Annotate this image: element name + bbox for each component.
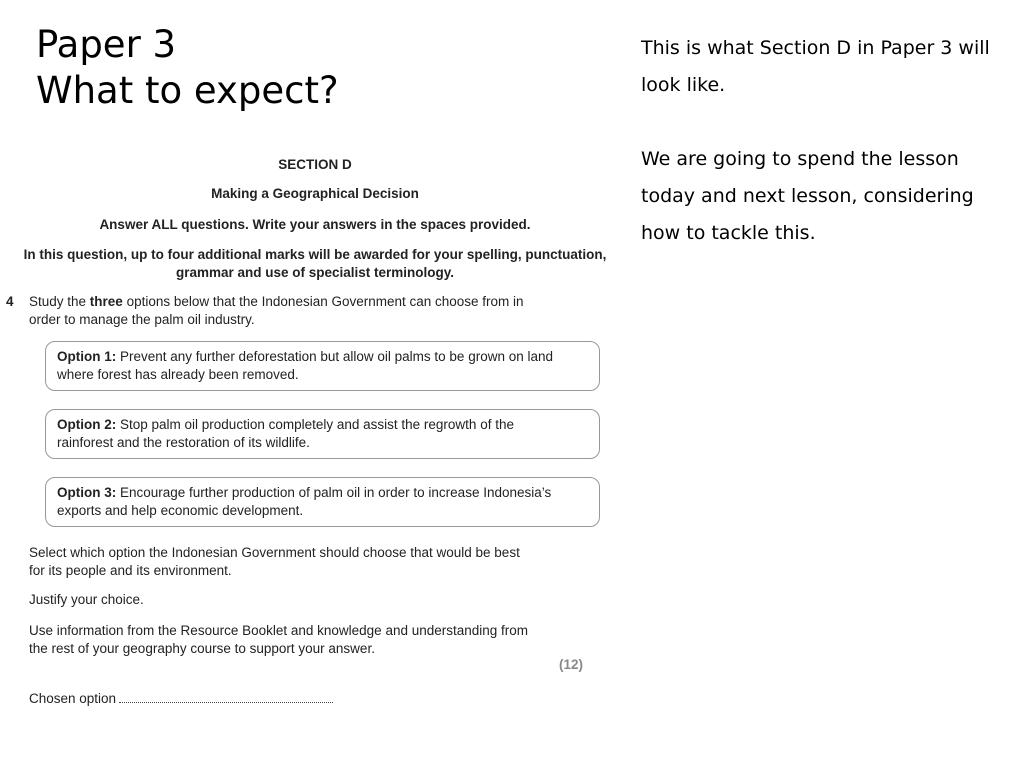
question-intro-line-1 [29, 293, 589, 311]
question-intro-line-2: order to manage the palm oil industry. [29, 312, 255, 327]
select-line-2: for its people and its environment. [29, 563, 232, 578]
decision-heading: Making a Geographical Decision [211, 186, 419, 201]
justify-instruction: Justify your choice. [29, 592, 144, 607]
spg-instruction [0, 246, 630, 282]
option-2-line-2: rainforest and the restoration of its wildlife. [57, 435, 310, 450]
select-instruction [29, 544, 589, 580]
option-2-label: Option 2: [57, 417, 117, 432]
option-1-line-1 [57, 348, 589, 366]
intro-suffix: options below that the Indonesian Government can choose from in [122, 294, 524, 309]
use-line-1: Use information from the Resource Booklet and knowledge and understanding from [29, 623, 529, 638]
option-2-text: Stop palm oil production completely and assist the regrowth of the [116, 417, 514, 432]
title-line-1: Paper 3 [36, 23, 177, 66]
intro-bold-word: three [89, 294, 123, 309]
question-intro [29, 293, 589, 329]
paragraph-gap [641, 104, 1011, 141]
exam-paper-image [0, 150, 630, 720]
option-3-line-2: exports and help economic development. [57, 503, 304, 518]
option-2-box [45, 409, 600, 459]
notes-paragraph-2: We are going to spend the lesson today and next lesson, considering how to tackle this. [641, 148, 974, 244]
option-3-text: Encourage further production of palm oil in order to increase Indonesia’s [116, 485, 552, 500]
answer-instruction: Answer ALL questions. Write your answers in the spaces provided. [99, 217, 531, 232]
answer-dotted-line [119, 702, 333, 703]
question-number: 4 [6, 294, 14, 309]
option-1-text: Prevent any further deforestation but allow oil palms to be grown on land [116, 349, 554, 364]
select-line-1: Select which option the Indonesian Government should choose that would be best [29, 545, 520, 560]
slide-title [36, 22, 339, 114]
chosen-option-label: Chosen option [29, 691, 117, 706]
use-line-2: the rest of your geography course to support your answer. [29, 641, 375, 656]
spg-line-1: In this question, up to four additional marks will be awarded for your spelling, punctuation, [23, 247, 607, 262]
option-1-line-2: where forest has already been removed. [57, 367, 299, 382]
option-3-line-1 [57, 484, 589, 502]
spg-line-2: grammar and use of specialist terminology. [175, 265, 455, 280]
option-3-label: Option 3: [57, 485, 117, 500]
intro-prefix: Study the [29, 294, 90, 309]
option-2-line-1 [57, 416, 589, 434]
slide-notes [641, 30, 1011, 252]
chosen-option-line [29, 691, 333, 706]
section-heading: SECTION D [278, 157, 352, 172]
title-line-2: What to expect? [36, 69, 339, 112]
marks-label: (12) [559, 657, 584, 672]
option-1-box [45, 341, 600, 391]
option-3-box [45, 477, 600, 527]
notes-paragraph-1: This is what Section D in Paper 3 will look like. [641, 37, 990, 96]
use-instruction [29, 622, 589, 658]
option-1-label: Option 1: [57, 349, 117, 364]
